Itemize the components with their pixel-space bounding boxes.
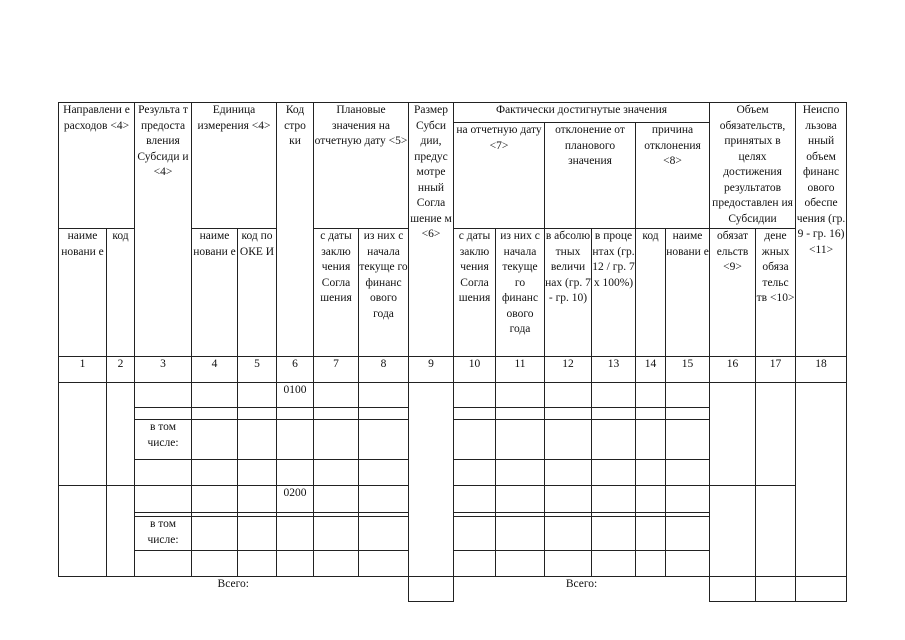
cell bbox=[636, 383, 666, 408]
cell bbox=[666, 460, 710, 486]
column-number: 3 bbox=[135, 357, 192, 383]
column-number: 5 bbox=[238, 357, 277, 383]
total-subsidy-amount bbox=[409, 577, 454, 602]
column-number: 4 bbox=[192, 357, 238, 383]
header-unused: Неиспо льзова нный объем финанс ового обеспе чения (гр. 9 - гр. 16) <11> bbox=[796, 103, 847, 357]
cell bbox=[238, 551, 277, 577]
cell bbox=[666, 517, 710, 551]
column-number: 7 bbox=[314, 357, 359, 383]
subheader-actual-from-year-start: из них с начала текуще го финанс ового года bbox=[496, 229, 545, 357]
cell bbox=[666, 420, 710, 460]
row-code-0200: 0200 bbox=[277, 486, 314, 513]
cell bbox=[192, 517, 238, 551]
cell bbox=[277, 551, 314, 577]
cell-direction-name bbox=[59, 486, 107, 577]
cell bbox=[496, 517, 545, 551]
cell bbox=[592, 460, 636, 486]
cell-unused bbox=[796, 383, 847, 577]
cell bbox=[359, 408, 409, 420]
cell bbox=[277, 408, 314, 420]
cell bbox=[592, 517, 636, 551]
total-label-right: Всего: bbox=[565, 578, 598, 590]
cell bbox=[636, 408, 666, 420]
cell bbox=[454, 420, 496, 460]
header-deviation: отклонение от планового значения bbox=[545, 123, 636, 229]
cell bbox=[545, 383, 592, 408]
cell bbox=[454, 383, 496, 408]
cell-obligations-committed bbox=[710, 486, 756, 577]
header-row-code: Код стро ки bbox=[277, 103, 314, 357]
cell-unit-name bbox=[192, 383, 238, 408]
cell bbox=[636, 420, 666, 460]
header-obligations: Объем обязательств, принятых в целях достижения результатов предоставлен ия Субсидии bbox=[710, 103, 796, 229]
total-unused bbox=[796, 577, 847, 602]
cell bbox=[496, 383, 545, 408]
cell bbox=[592, 551, 636, 577]
column-number: 1 bbox=[59, 357, 107, 383]
header-planned: Плановые значения на отчетную дату <5> bbox=[314, 103, 409, 229]
cell bbox=[454, 486, 496, 513]
cell-direction-name bbox=[59, 383, 107, 486]
cell bbox=[238, 460, 277, 486]
cell bbox=[238, 517, 277, 551]
cell-unit-name bbox=[192, 486, 238, 513]
column-number: 12 bbox=[545, 357, 592, 383]
report-form bbox=[58, 102, 846, 598]
cell-subsidy-amount bbox=[409, 383, 454, 577]
cell bbox=[454, 408, 496, 420]
cell bbox=[359, 517, 409, 551]
subheader-unit-okei: код по ОКЕ И bbox=[238, 229, 277, 357]
row-code-0100: 0100 bbox=[277, 383, 314, 408]
cell bbox=[636, 551, 666, 577]
cell-result bbox=[135, 383, 192, 408]
cell bbox=[636, 486, 666, 513]
total-obligations-committed bbox=[710, 577, 756, 602]
cell bbox=[314, 551, 359, 577]
cell bbox=[545, 408, 592, 420]
column-number: 2 bbox=[107, 357, 135, 383]
cell bbox=[277, 517, 314, 551]
cell bbox=[192, 420, 238, 460]
cell-unit-okei bbox=[238, 486, 277, 513]
cell bbox=[454, 551, 496, 577]
total-row bbox=[59, 577, 847, 602]
cell bbox=[192, 551, 238, 577]
column-number: 6 bbox=[277, 357, 314, 383]
cell bbox=[496, 420, 545, 460]
cell bbox=[135, 460, 192, 486]
cell bbox=[359, 460, 409, 486]
cell bbox=[359, 383, 409, 408]
subheader-deviation-percent: в проце нтах (гр. 12 / гр. 7 х 100%) bbox=[592, 229, 636, 357]
total-label-left: Всего: bbox=[217, 578, 249, 590]
cell bbox=[636, 517, 666, 551]
cell bbox=[359, 551, 409, 577]
header-deviation-reason: причина отклонения <8> bbox=[636, 123, 710, 229]
cell bbox=[496, 551, 545, 577]
cell-obligations-committed bbox=[710, 383, 756, 486]
cell bbox=[496, 486, 545, 513]
cell bbox=[545, 420, 592, 460]
cell bbox=[314, 408, 359, 420]
cell bbox=[545, 551, 592, 577]
column-number: 17 bbox=[756, 357, 796, 383]
cell bbox=[454, 460, 496, 486]
cell bbox=[359, 420, 409, 460]
cell-obligations-monetary bbox=[756, 383, 796, 486]
including-label: в том числе: bbox=[135, 420, 192, 460]
cell bbox=[592, 486, 636, 513]
cell bbox=[636, 460, 666, 486]
column-number: 14 bbox=[636, 357, 666, 383]
column-number: 13 bbox=[592, 357, 636, 383]
header-actual-at-date: на отчетную дату <7> bbox=[454, 123, 545, 229]
cell bbox=[545, 460, 592, 486]
cell-result bbox=[135, 486, 192, 513]
subheader-planned-from-agreement: с даты заклю чения Согла шения bbox=[314, 229, 359, 357]
column-number: 18 bbox=[796, 357, 847, 383]
cell bbox=[192, 408, 238, 420]
cell bbox=[666, 551, 710, 577]
cell bbox=[592, 383, 636, 408]
cell bbox=[238, 420, 277, 460]
subheader-planned-from-year-start: из них с начала текуще го финанс ового года bbox=[359, 229, 409, 357]
header-unit: Единица измерения <4> bbox=[192, 103, 277, 229]
cell bbox=[238, 408, 277, 420]
cell bbox=[135, 408, 192, 420]
cell-unit-okei bbox=[238, 383, 277, 408]
subheader-direction-name: наиме новани е bbox=[59, 229, 107, 357]
header-direction: Направлени е расходов <4> bbox=[59, 103, 135, 229]
cell bbox=[277, 420, 314, 460]
cell-direction-code bbox=[107, 383, 135, 486]
cell bbox=[314, 460, 359, 486]
table-row bbox=[59, 486, 847, 513]
cell bbox=[496, 460, 545, 486]
column-number: 9 bbox=[409, 357, 454, 383]
cell bbox=[135, 551, 192, 577]
header-actual: Фактически достигнутые значения bbox=[454, 103, 710, 123]
cell bbox=[314, 486, 359, 513]
subheader-obligations-monetary: дене жных обяза тельс тв <10> bbox=[756, 229, 796, 357]
cell-obligations-monetary bbox=[756, 486, 796, 577]
subheader-obligations-committed: обязат ельств <9> bbox=[710, 229, 756, 357]
cell bbox=[545, 517, 592, 551]
subheader-unit-name: наиме новани е bbox=[192, 229, 238, 357]
cell bbox=[592, 420, 636, 460]
column-number: 15 bbox=[666, 357, 710, 383]
cell bbox=[496, 408, 545, 420]
cell bbox=[192, 460, 238, 486]
column-number: 10 bbox=[454, 357, 496, 383]
subheader-reason-name: наиме новани е bbox=[666, 229, 710, 357]
cell bbox=[314, 420, 359, 460]
header-result: Результа т предоста вления Субсиди и <4> bbox=[135, 103, 192, 357]
subheader-deviation-absolute: в абсолю тных величи нах (гр. 7 - гр. 10) bbox=[545, 229, 592, 357]
cell bbox=[666, 408, 710, 420]
column-number: 8 bbox=[359, 357, 409, 383]
subheader-actual-from-agreement: с даты заклю чения Согла шения bbox=[454, 229, 496, 357]
column-number-row bbox=[59, 357, 847, 383]
cell bbox=[359, 486, 409, 513]
cell bbox=[454, 517, 496, 551]
cell bbox=[666, 486, 710, 513]
cell bbox=[314, 383, 359, 408]
subheader-reason-code: код bbox=[636, 229, 666, 357]
cell-direction-code bbox=[107, 486, 135, 577]
column-number: 11 bbox=[496, 357, 545, 383]
subheader-direction-code: код bbox=[107, 229, 135, 357]
cell bbox=[545, 486, 592, 513]
total-obligations-monetary bbox=[756, 577, 796, 602]
including-label: в том числе: bbox=[135, 517, 192, 551]
subsidy-results-table bbox=[58, 102, 847, 602]
cell bbox=[666, 383, 710, 408]
cell bbox=[592, 408, 636, 420]
column-number: 16 bbox=[710, 357, 756, 383]
header-subsidy-amount: Размер Субси дии, предус мотре нный Согла шение м <6> bbox=[409, 103, 454, 357]
table-row bbox=[59, 383, 847, 408]
cell bbox=[277, 460, 314, 486]
cell bbox=[314, 517, 359, 551]
